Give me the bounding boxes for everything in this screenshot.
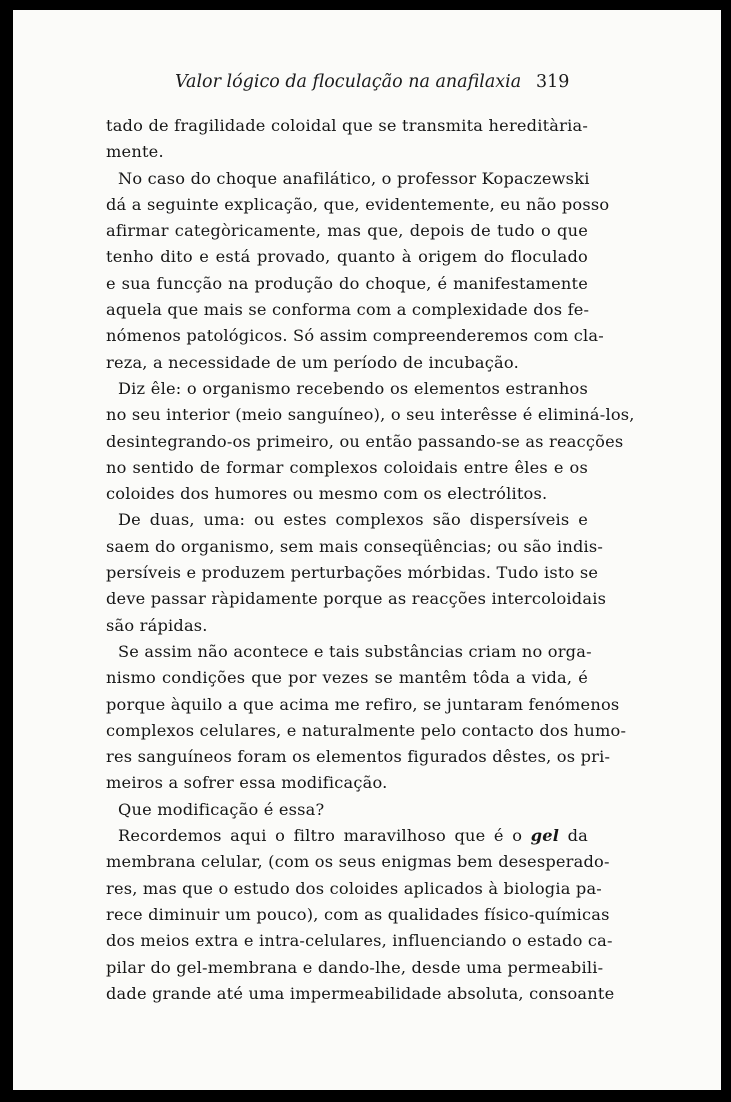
text-line: porque àquilo a que acima me refiro, se juntaram fenómenos	[106, 694, 620, 714]
text-line: Que modificação é essa?	[118, 799, 325, 819]
text-line: persíveis e produzem perturbações mórbidas. Tudo isto se	[106, 563, 599, 583]
paragraph	[106, 797, 588, 823]
text-line: dade grande até uma impermeabilidade absoluta, consoante	[106, 983, 615, 1003]
text-line: reza, a necessidade de um período de incubação.	[106, 352, 519, 372]
text-line: nismo condições que por vezes se mantêm tôda a vida, é	[106, 668, 588, 688]
paragraph	[106, 166, 610, 376]
text-line: complexos celulares, e naturalmente pelo contacto dos humo-	[106, 720, 627, 740]
paragraph	[106, 823, 615, 1007]
text-line: desintegrando-os primeiro, ou então passando-se as reacções	[106, 431, 624, 451]
text-line: deve passar ràpidamente porque as reacções intercoloidais	[106, 589, 607, 609]
text-line: Diz êle: o organismo recebendo os elementos estranhos	[118, 378, 588, 398]
paragraph	[106, 639, 627, 797]
text-segment: Recordemos aqui o filtro maravilhoso que é o	[118, 826, 531, 846]
text-line: tado de fragilidade coloidal que se transmita hereditària-	[106, 116, 588, 135]
text-line: res sanguíneos foram os elementos figurados dêstes, os pri-	[106, 747, 611, 767]
paragraph	[106, 113, 588, 166]
text-line: saem do organismo, sem mais conseqüências; ou são indis-	[106, 536, 604, 556]
text-line: e sua funcção na produção do choque, é manifestamente	[106, 273, 588, 293]
text-segment: da	[559, 826, 589, 846]
book-page	[13, 10, 721, 1090]
text-line: aquela que mais se conforma com a complexidade dos fe-	[106, 300, 590, 320]
page-number: 319	[536, 72, 570, 92]
text-line: Se assim não acontece e tais substâncias criam no orga-	[118, 641, 592, 661]
page-header	[13, 72, 721, 102]
text-line: dá a seguinte explicação, que, evidentemente, eu não posso	[106, 194, 610, 214]
text-line: res, mas que o estudo dos coloides aplicados à biologia pa-	[106, 878, 602, 898]
text-line	[106, 823, 588, 849]
text-line: no seu interior (meio sanguíneo), o seu interêsse é eliminá-los,	[106, 405, 635, 425]
text-line: De duas, uma: ou estes complexos são dispersíveis e	[118, 510, 588, 530]
paragraph	[106, 507, 607, 638]
text-line: são rápidas.	[106, 615, 208, 635]
text-line: coloides dos humores ou mesmo com os electrólitos.	[106, 484, 548, 504]
text-line: afirmar categòricamente, mas que, depois de tudo o que	[106, 221, 588, 241]
text-line: meiros a sofrer essa modificação.	[106, 773, 388, 793]
text-line: nómenos patológicos. Só assim compreenderemos com cla-	[106, 326, 604, 346]
text-line: pilar do gel-membrana e dando-lhe, desde uma permeabili-	[106, 957, 604, 977]
body-text	[106, 113, 635, 1007]
running-title: Valor lógico da floculação na anafilaxia	[175, 72, 522, 92]
text-line: no sentido de formar complexos coloidais entre êles e os	[106, 457, 588, 477]
text-line: No caso do choque anafilático, o professor Kopaczewski	[118, 168, 590, 188]
text-line: rece diminuir um pouco), com as qualidades físico-químicas	[106, 904, 610, 924]
paragraph	[106, 376, 635, 507]
text-line: tenho dito e está provado, quanto à origem do floculado	[106, 247, 588, 267]
text-line: mente.	[106, 142, 164, 162]
text-line: membrana celular, (com os seus enigmas bem desesperado-	[106, 852, 610, 872]
emphasized-term: gel	[530, 826, 560, 846]
text-line: dos meios extra e intra-celulares, influenciando o estado ca-	[106, 931, 613, 951]
